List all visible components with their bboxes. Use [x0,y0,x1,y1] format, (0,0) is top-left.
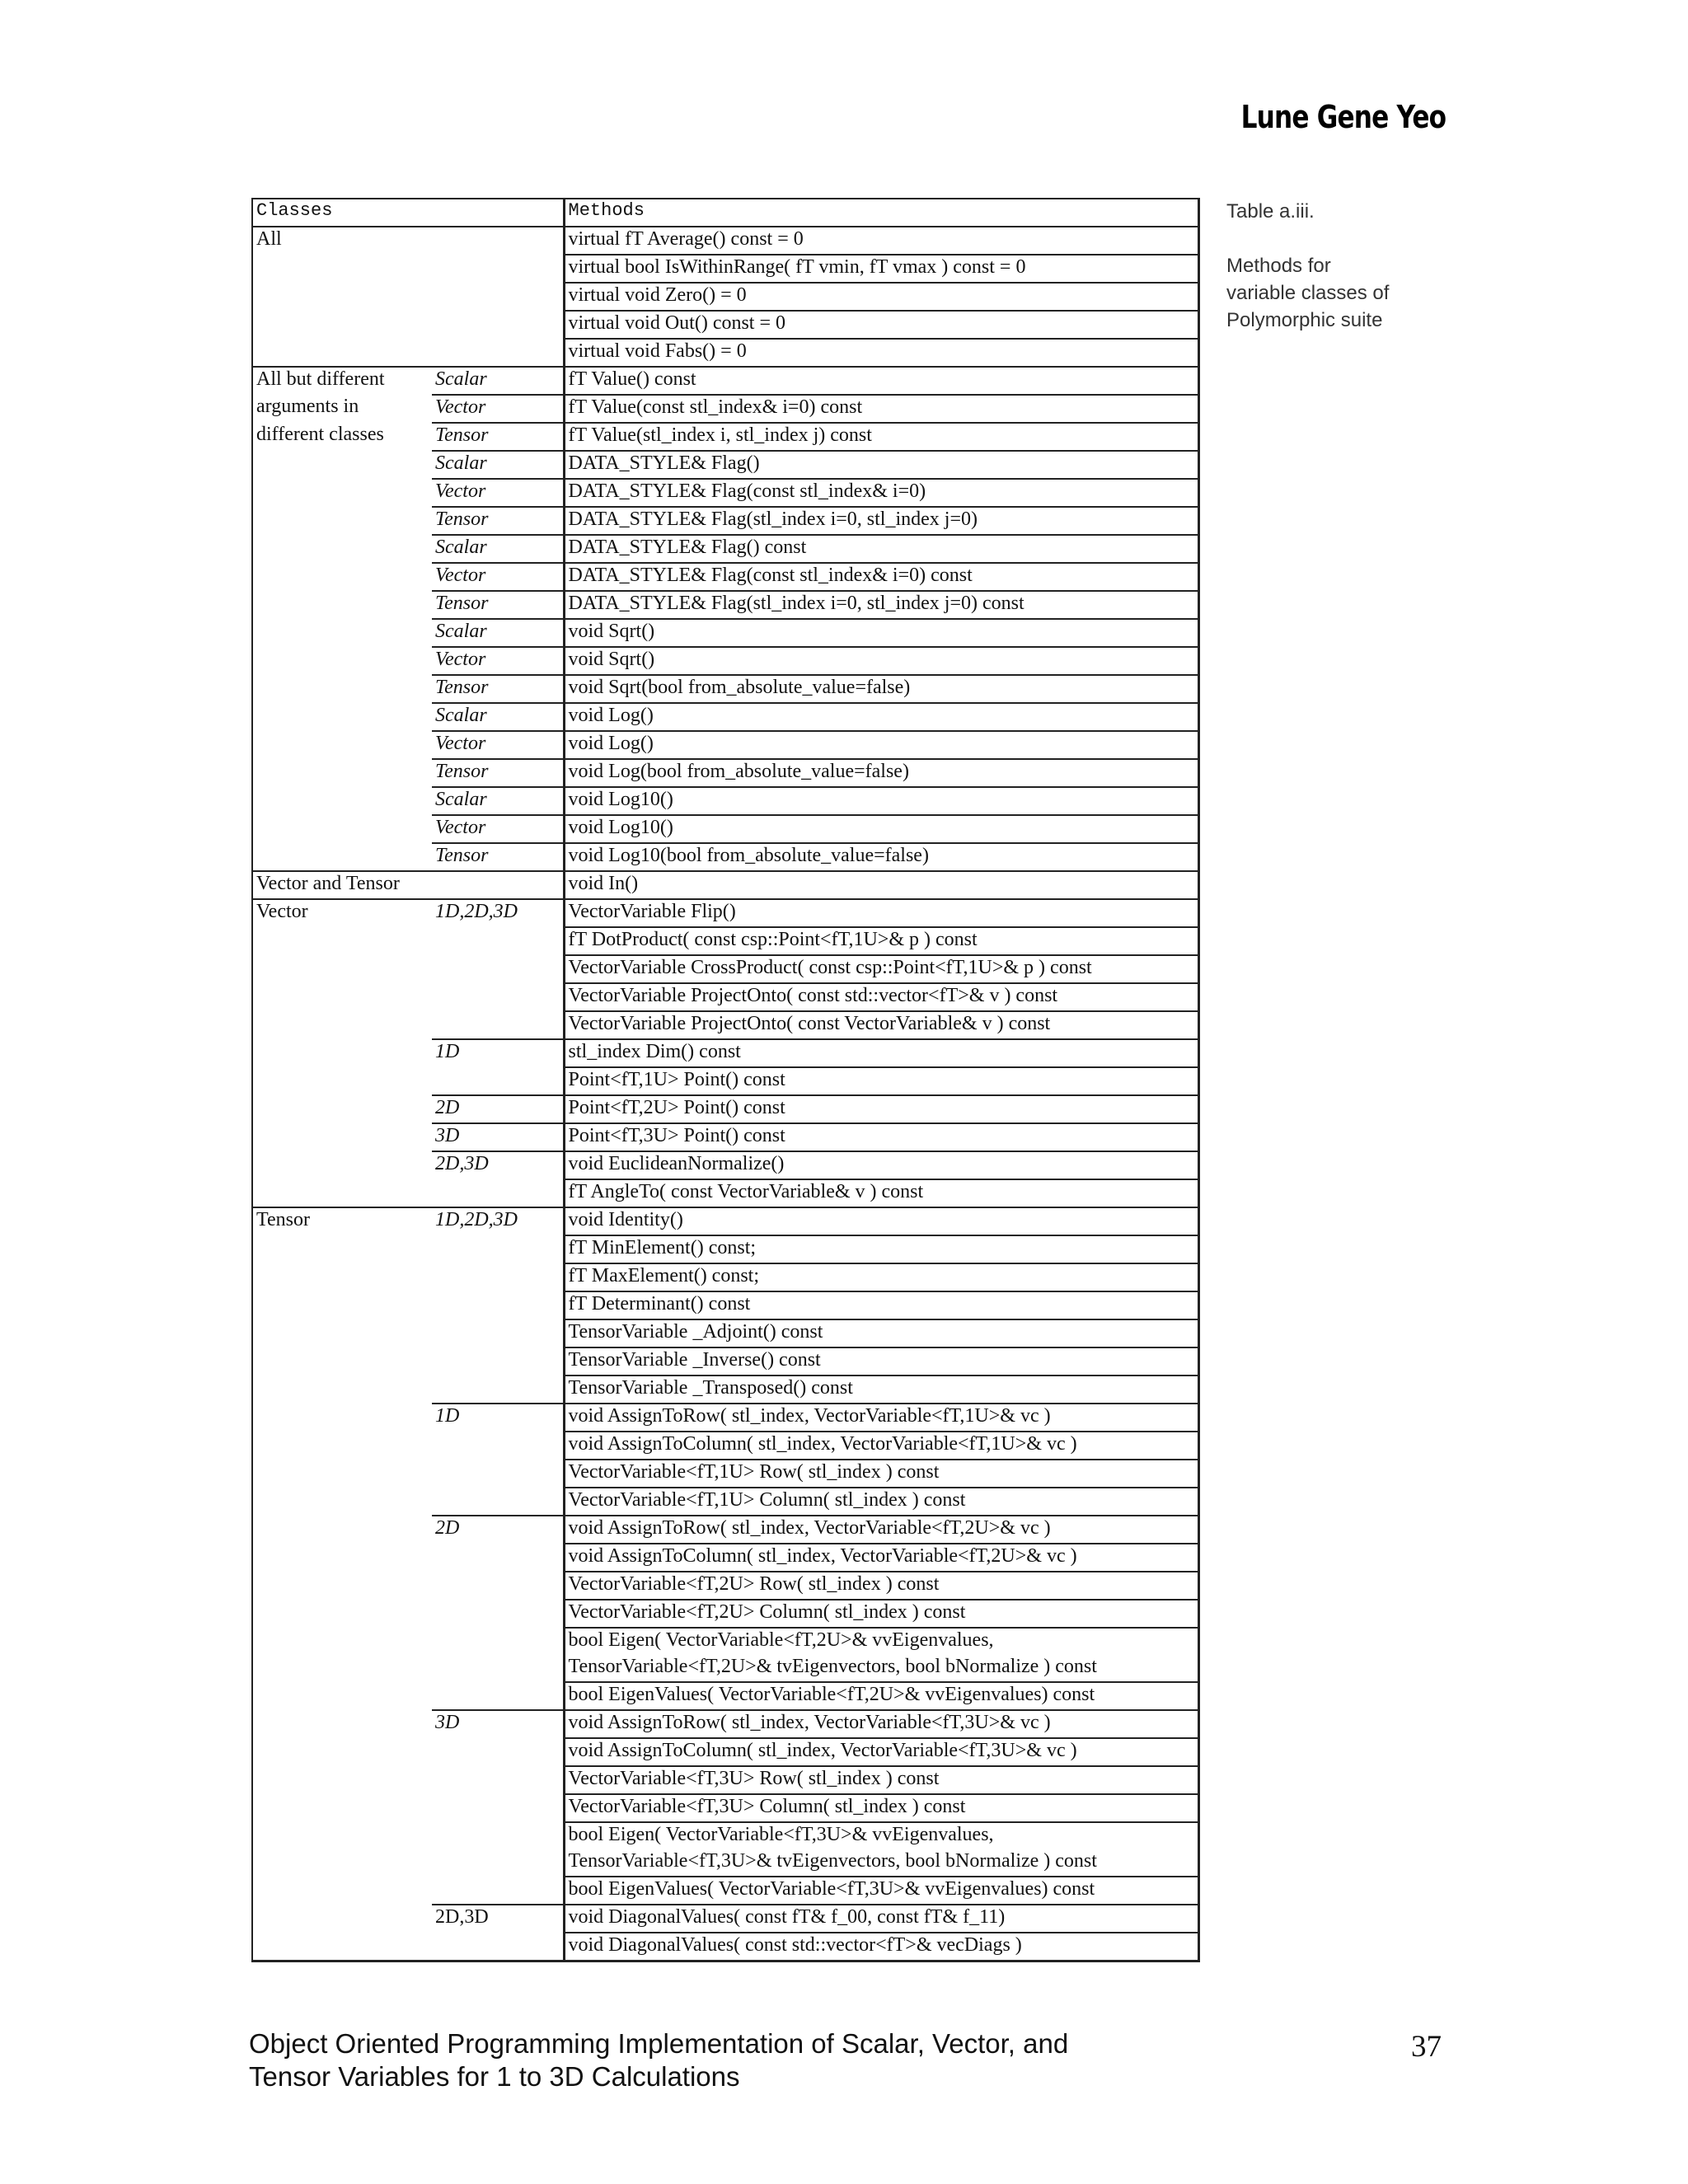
method-cell: void Identity() [564,1207,1198,1235]
method-cell: virtual void Out() const = 0 [564,311,1198,339]
subclass-cell: Tensor [432,423,564,451]
subclass-cell: Scalar [432,787,564,815]
method-cell: Point<fT,1U> Point() const [564,1067,1198,1095]
method-cell: void Sqrt() [564,647,1198,675]
class-cell [252,1710,432,1738]
footer-title-line-1: Object Oriented Programming Implementation of Scalar, Vector, and [249,2028,1069,2059]
table-row [252,703,1198,731]
subclass-cell: Vector [432,647,564,675]
subclass-cell [432,1794,564,1822]
method-cell: fT Value(const stl_index& i=0) const [564,395,1198,423]
method-cell: void Log10(bool from_absolute_value=false) [564,843,1198,871]
footer-title-line-2: Tensor Variables for 1 to 3D Calculations [249,2061,740,2092]
table-row [252,955,1198,983]
class-cell [252,1905,432,1933]
methods-table [251,198,1200,1962]
subclass-cell: 2D [432,1516,564,1544]
subclass-cell: 1D,2D,3D [432,1207,564,1235]
class-cell [252,703,432,731]
subclass-cell: 3D [432,1123,564,1151]
class-cell [252,563,432,591]
table-side-note [1226,198,1391,334]
subclass-cell [432,1235,564,1263]
table-row [252,927,1198,955]
subclass-cell [432,1011,564,1039]
subclass-cell [432,1544,564,1572]
class-cell: Vector [252,899,432,927]
subclass-cell [432,1655,564,1682]
subclass-cell: Tensor [432,591,564,619]
class-cell [252,1404,432,1432]
table-row [252,1822,1198,1849]
header-methods: Methods [564,199,1198,227]
subclass-cell [432,227,564,255]
method-cell: fT Determinant() const [564,1291,1198,1319]
method-cell: VectorVariable ProjectOnto( const VectorVariable& v ) const [564,1011,1198,1039]
class-cell [252,1516,432,1544]
class-cell [252,1933,432,1961]
subclass-cell [432,1849,564,1877]
table-row [252,1291,1198,1319]
table-row [252,1516,1198,1544]
subclass-cell [432,927,564,955]
subclass-cell [432,1628,564,1655]
subclass-cell [432,1822,564,1849]
class-cell [252,283,432,311]
method-cell: DATA_STYLE& Flag() [564,451,1198,479]
header-classes: Classes [252,199,564,227]
class-cell [252,591,432,619]
subclass-cell [432,1933,564,1961]
method-cell: DATA_STYLE& Flag() const [564,535,1198,563]
class-cell [252,1095,432,1123]
subclass-cell [432,1682,564,1710]
method-cell: void Log10() [564,787,1198,815]
class-cell [252,1460,432,1488]
method-cell: fT Value(stl_index i, stl_index j) const [564,423,1198,451]
table-header-row [252,199,1198,227]
table-row [252,647,1198,675]
method-cell: Point<fT,3U> Point() const [564,1123,1198,1151]
table-row [252,1123,1198,1151]
subclass-cell [432,1291,564,1319]
table-row [252,339,1198,367]
class-cell [252,955,432,983]
class-cell: Vector and Tensor [252,871,432,899]
table-row [252,1682,1198,1710]
method-cell: Point<fT,2U> Point() const [564,1095,1198,1123]
subclass-cell: Tensor [432,507,564,535]
subclass-cell: Scalar [432,703,564,731]
method-cell: VectorVariable<fT,1U> Column( stl_index ) const [564,1488,1198,1516]
class-cell [252,1011,432,1039]
table-row [252,1460,1198,1488]
class-cell [252,1488,432,1516]
table-row [252,451,1198,479]
class-cell [252,815,432,843]
method-cell: bool EigenValues( VectorVariable<fT,3U>& vvEigenvalues) const [564,1877,1198,1905]
table-row [252,619,1198,647]
class-cell [252,1123,432,1151]
class-cell [252,647,432,675]
subclass-cell: Vector [432,395,564,423]
subclass-cell [432,1067,564,1095]
method-cell: void DiagonalValues( const fT& f_00, const fT& f_11) [564,1905,1198,1933]
table-row [252,423,1198,451]
method-cell: fT Value() const [564,367,1198,395]
table-row [252,1319,1198,1347]
table-row [252,759,1198,787]
method-cell: void AssignToRow( stl_index, VectorVariable<fT,2U>& vc ) [564,1516,1198,1544]
subclass-cell: Vector [432,479,564,507]
subclass-cell: Tensor [432,675,564,703]
class-cell [252,1319,432,1347]
subclass-cell: 2D,3D [432,1905,564,1933]
class-cell [252,1628,432,1655]
method-cell: TensorVariable _Transposed() const [564,1376,1198,1404]
table-row [252,1151,1198,1179]
table-row [252,1710,1198,1738]
methods-table-body [252,199,1198,1961]
method-cell: void In() [564,871,1198,899]
subclass-cell [432,283,564,311]
table-row [252,367,1198,395]
method-cell: void Log(bool from_absolute_value=false) [564,759,1198,787]
table-row [252,1766,1198,1794]
author-name: Lune Gene Yeo [1240,99,1446,135]
subclass-cell: 2D,3D [432,1151,564,1179]
method-cell: stl_index Dim() const [564,1039,1198,1067]
method-cell: void AssignToRow( stl_index, VectorVariable<fT,1U>& vc ) [564,1404,1198,1432]
subclass-cell: Tensor [432,759,564,787]
method-cell: TensorVariable<fT,3U>& tvEigenvectors, bool bNormalize ) const [564,1849,1198,1877]
table-row [252,1067,1198,1095]
subclass-cell [432,1600,564,1628]
class-cell [252,1655,432,1682]
class-cell [252,1849,432,1877]
table-row [252,227,1198,255]
method-cell: virtual void Zero() = 0 [564,283,1198,311]
subclass-cell: 3D [432,1710,564,1738]
method-cell: void DiagonalValues( const std::vector<fT>& vecDiags ) [564,1933,1198,1961]
subclass-cell [432,1347,564,1376]
method-cell: void EuclideanNormalize() [564,1151,1198,1179]
class-cell [252,311,432,339]
method-cell: void Log() [564,703,1198,731]
method-cell: virtual bool IsWithinRange( fT vmin, fT vmax ) const = 0 [564,255,1198,283]
table-caption: Table a.iii. [1226,200,1315,223]
table-row [252,1179,1198,1207]
method-cell: fT MaxElement() const; [564,1263,1198,1291]
table-row [252,1011,1198,1039]
class-cell: Tensor [252,1207,432,1235]
table-row [252,899,1198,927]
method-cell: VectorVariable CrossProduct( const csp::Point<fT,1U>& p ) const [564,955,1198,983]
table-row [252,1039,1198,1067]
method-cell: void AssignToRow( stl_index, VectorVariable<fT,3U>& vc ) [564,1710,1198,1738]
class-cell [252,1572,432,1600]
method-cell: DATA_STYLE& Flag(const stl_index& i=0) [564,479,1198,507]
table-row [252,1655,1198,1682]
table-row [252,1347,1198,1376]
method-cell: virtual fT Average() const = 0 [564,227,1198,255]
method-cell: bool Eigen( VectorVariable<fT,2U>& vvEigenvalues, [564,1628,1198,1655]
table-row [252,1404,1198,1432]
table-row [252,1095,1198,1123]
subclass-cell [432,1766,564,1794]
class-cell [252,1039,432,1067]
method-cell: fT DotProduct( const csp::Point<fT,1U>& p ) const [564,927,1198,955]
method-cell: DATA_STYLE& Flag(stl_index i=0, stl_index j=0) [564,507,1198,535]
class-cell [252,1179,432,1207]
class-cell [252,731,432,759]
method-cell: TensorVariable _Adjoint() const [564,1319,1198,1347]
subclass-cell [432,255,564,283]
table-row [252,563,1198,591]
class-cell [252,479,432,507]
table-row [252,843,1198,871]
class-cell [252,451,432,479]
subclass-cell: 1D [432,1404,564,1432]
table-row [252,1544,1198,1572]
method-cell: void Log10() [564,815,1198,843]
subclass-cell: 2D [432,1095,564,1123]
subclass-cell [432,339,564,367]
class-cell: All [252,227,432,255]
subclass-cell [432,1376,564,1404]
method-cell: void AssignToColumn( stl_index, VectorVariable<fT,1U>& vc ) [564,1432,1198,1460]
class-cell [252,1067,432,1095]
subclass-cell: 1D,2D,3D [432,899,564,927]
method-cell: DATA_STYLE& Flag(stl_index i=0, stl_index j=0) const [564,591,1198,619]
table-row [252,311,1198,339]
subclass-cell [432,983,564,1011]
table-row [252,1794,1198,1822]
class-cell [252,1263,432,1291]
subclass-cell [432,871,564,899]
class-cell [252,787,432,815]
method-cell: void AssignToColumn( stl_index, VectorVariable<fT,3U>& vc ) [564,1738,1198,1766]
subclass-cell [432,1877,564,1905]
class-cell: arguments in [252,395,432,423]
method-cell: fT MinElement() const; [564,1235,1198,1263]
method-cell: VectorVariable Flip() [564,899,1198,927]
method-cell: void Log() [564,731,1198,759]
method-cell: void Sqrt() [564,619,1198,647]
class-cell [252,927,432,955]
method-cell: bool EigenValues( VectorVariable<fT,2U>& vvEigenvalues) const [564,1682,1198,1710]
subclass-cell: Scalar [432,619,564,647]
class-cell [252,507,432,535]
subclass-cell: Scalar [432,535,564,563]
method-cell: void AssignToColumn( stl_index, VectorVariable<fT,2U>& vc ) [564,1544,1198,1572]
subclass-cell [432,1738,564,1766]
class-cell [252,1151,432,1179]
class-cell [252,1877,432,1905]
table-row [252,479,1198,507]
table-row [252,1572,1198,1600]
subclass-cell: Vector [432,731,564,759]
table-row [252,1877,1198,1905]
class-cell [252,255,432,283]
subclass-cell [432,311,564,339]
table-row [252,1628,1198,1655]
method-cell: VectorVariable<fT,3U> Row( stl_index ) const [564,1766,1198,1794]
subclass-cell: Scalar [432,367,564,395]
class-cell [252,759,432,787]
table-row [252,1207,1198,1235]
method-cell: fT AngleTo( const VectorVariable& v ) const [564,1179,1198,1207]
footer-document-title [249,2027,1156,2093]
table-row [252,815,1198,843]
table-row [252,1933,1198,1961]
table-row [252,1738,1198,1766]
subclass-cell [432,1488,564,1516]
table-row [252,395,1198,423]
subclass-cell: Vector [432,815,564,843]
class-cell [252,1794,432,1822]
table-row [252,255,1198,283]
subclass-cell: 1D [432,1039,564,1067]
table-row [252,1849,1198,1877]
method-cell: VectorVariable<fT,2U> Row( stl_index ) const [564,1572,1198,1600]
method-cell: VectorVariable ProjectOnto( const std::vector<fT>& v ) const [564,983,1198,1011]
class-cell [252,1291,432,1319]
method-cell: VectorVariable<fT,3U> Column( stl_index ) const [564,1794,1198,1822]
class-cell [252,339,432,367]
method-cell: virtual void Fabs() = 0 [564,339,1198,367]
table-row [252,983,1198,1011]
class-cell [252,1432,432,1460]
method-cell: VectorVariable<fT,2U> Column( stl_index ) const [564,1600,1198,1628]
subclass-cell: Vector [432,563,564,591]
table-row [252,787,1198,815]
class-cell [252,983,432,1011]
class-cell [252,1235,432,1263]
method-cell: TensorVariable _Inverse() const [564,1347,1198,1376]
method-cell: bool Eigen( VectorVariable<fT,3U>& vvEigenvalues, [564,1822,1198,1849]
method-cell: TensorVariable<fT,2U>& tvEigenvectors, bool bNormalize ) const [564,1655,1198,1682]
table-row [252,507,1198,535]
class-cell [252,1682,432,1710]
class-cell [252,1347,432,1376]
subclass-cell [432,1432,564,1460]
table-description: Methods for variable classes of Polymorphic suite [1226,255,1390,331]
subclass-cell: Tensor [432,843,564,871]
class-cell [252,1822,432,1849]
table-row [252,1600,1198,1628]
subclass-cell [432,1572,564,1600]
class-cell [252,1600,432,1628]
subclass-cell [432,1460,564,1488]
subclass-cell [432,1263,564,1291]
class-cell [252,535,432,563]
method-cell: VectorVariable<fT,1U> Row( stl_index ) const [564,1460,1198,1488]
table-row [252,1235,1198,1263]
table-row [252,283,1198,311]
table-row [252,1432,1198,1460]
subclass-cell [432,1179,564,1207]
table-row [252,591,1198,619]
subclass-cell [432,1319,564,1347]
method-cell: DATA_STYLE& Flag(const stl_index& i=0) const [564,563,1198,591]
class-cell [252,843,432,871]
table-row [252,535,1198,563]
subclass-cell: Scalar [432,451,564,479]
table-row [252,871,1198,899]
class-cell [252,619,432,647]
table-row [252,1263,1198,1291]
class-cell [252,1738,432,1766]
method-cell: void Sqrt(bool from_absolute_value=false) [564,675,1198,703]
class-cell [252,1766,432,1794]
table-row [252,1488,1198,1516]
class-cell: different classes [252,423,432,451]
table-row [252,675,1198,703]
table-row [252,731,1198,759]
subclass-cell [432,955,564,983]
class-cell: All but different [252,367,432,395]
class-cell [252,1544,432,1572]
page-number: 37 [1411,2030,1442,2064]
table-row [252,1376,1198,1404]
table-row [252,1905,1198,1933]
class-cell [252,1376,432,1404]
class-cell [252,675,432,703]
